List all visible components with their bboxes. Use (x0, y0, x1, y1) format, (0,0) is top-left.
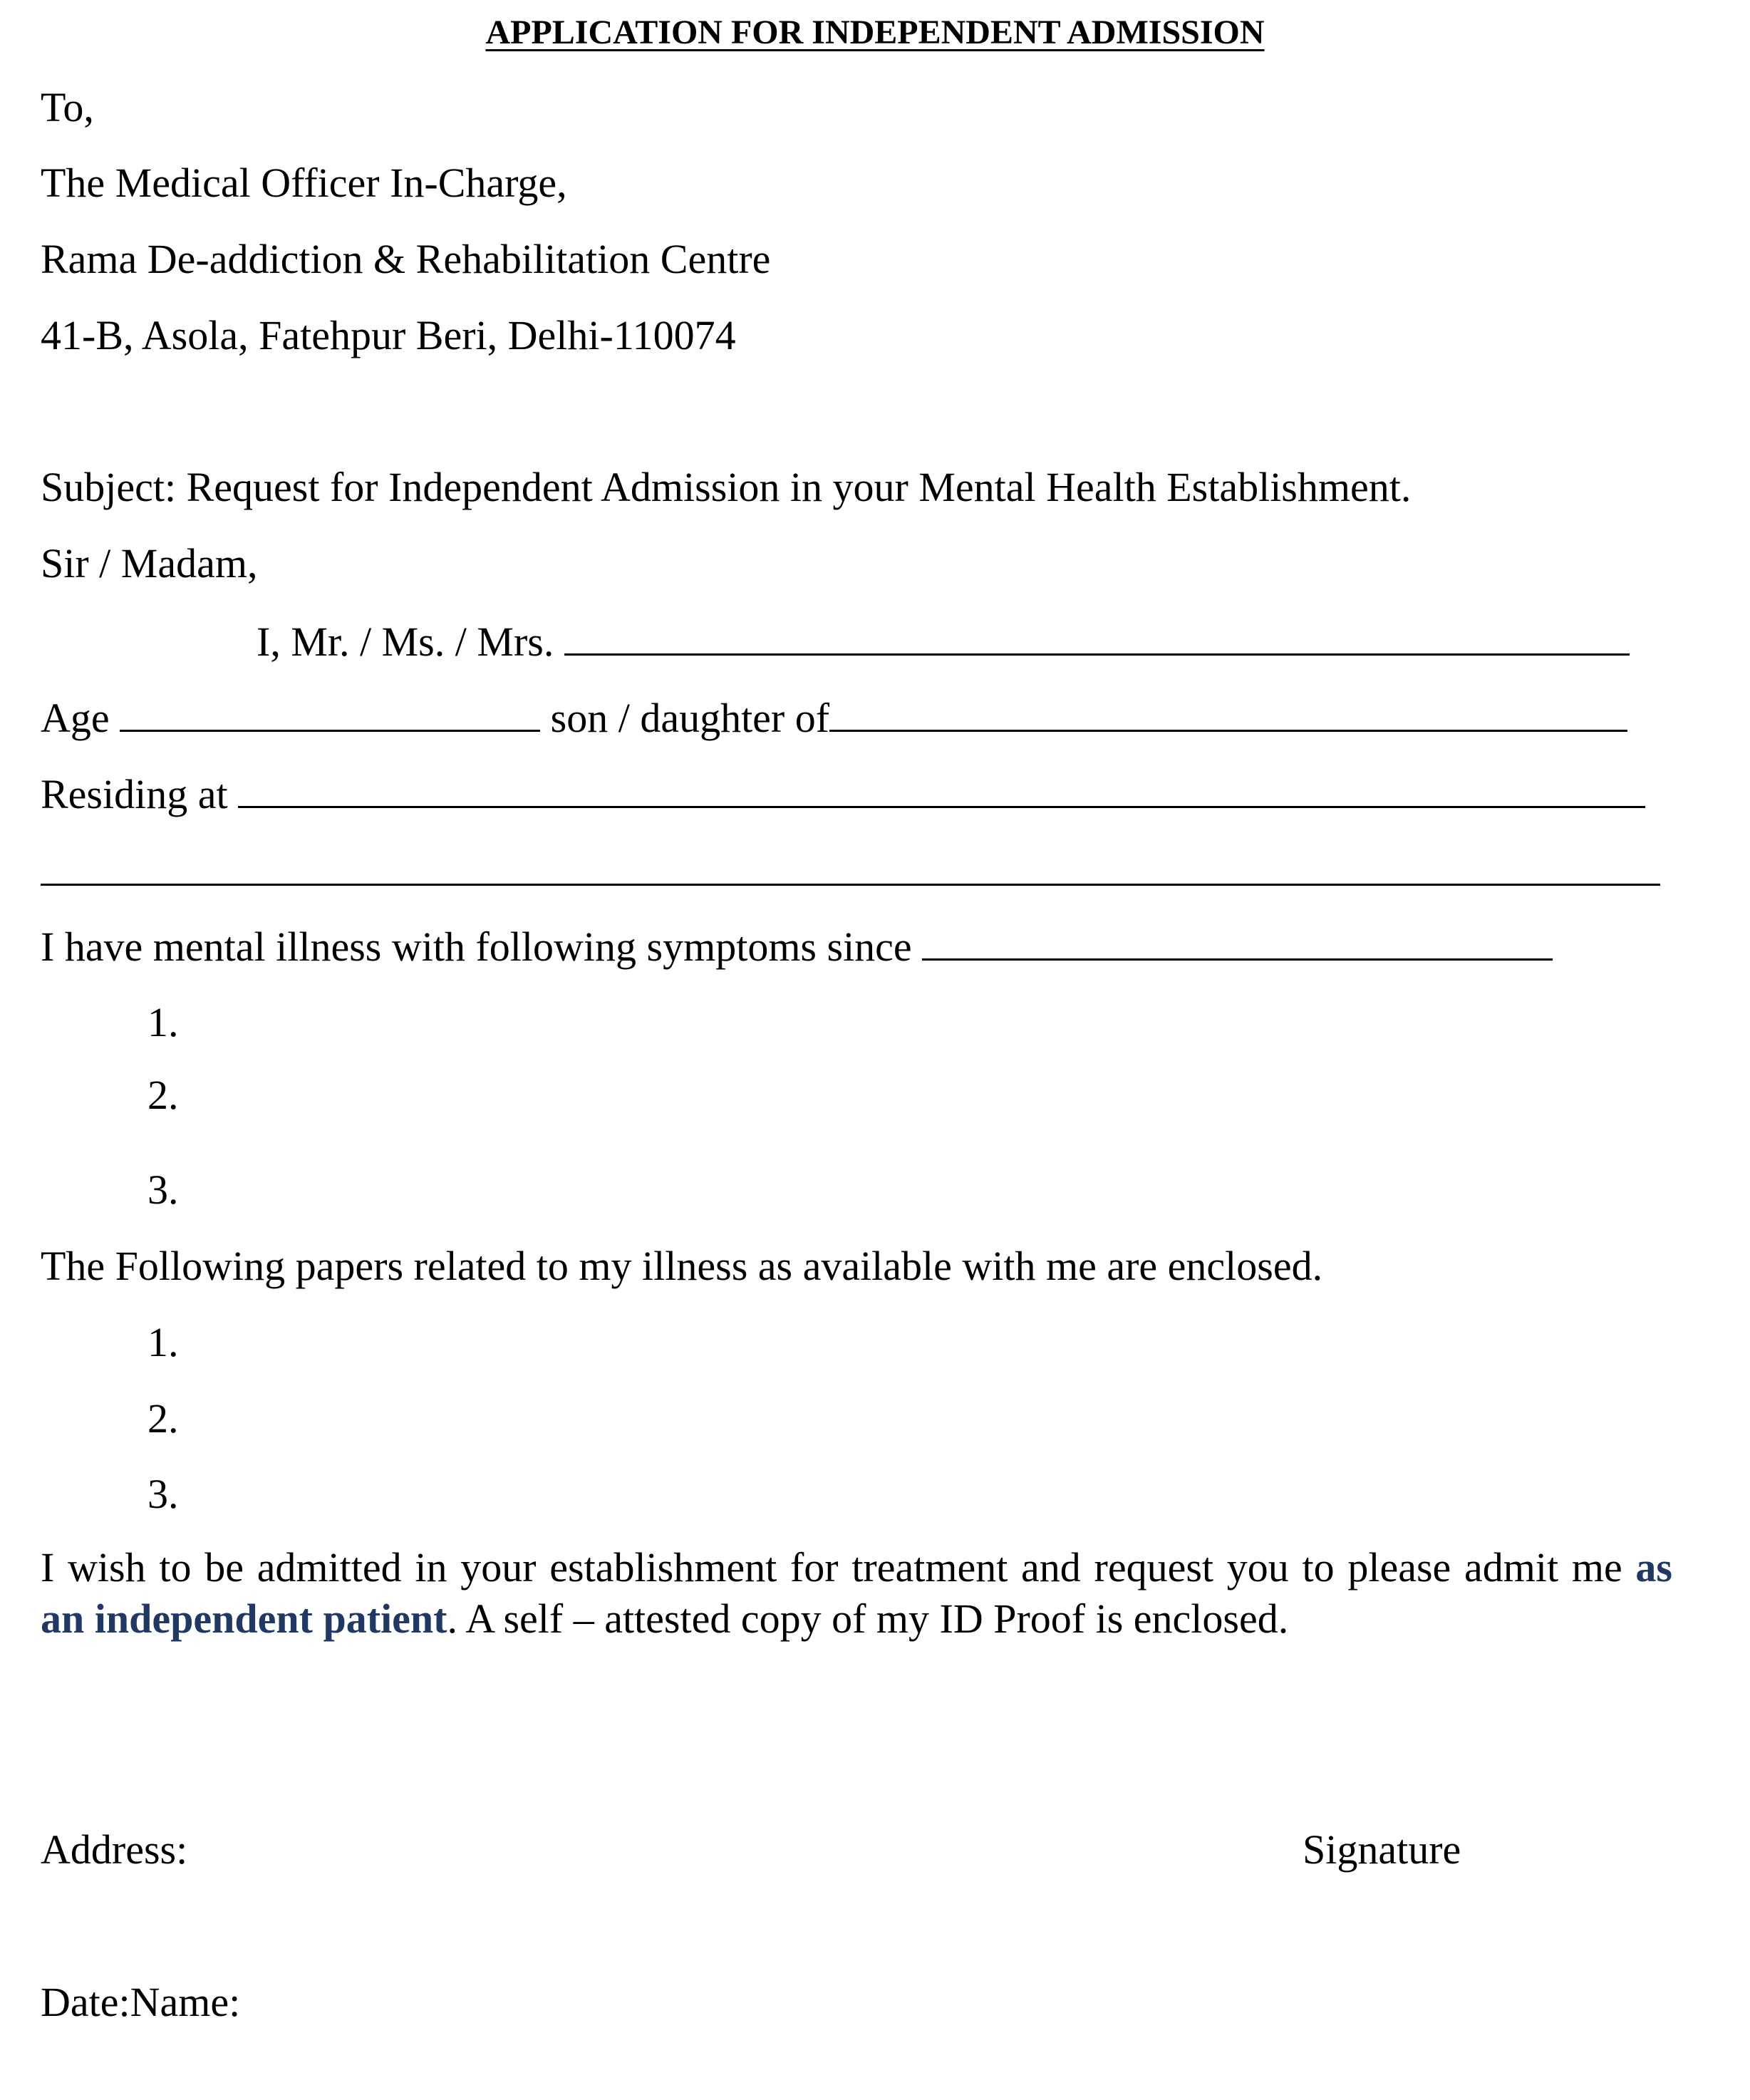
parent-label: son / daughter of (550, 695, 830, 741)
residing-blank-field[interactable] (238, 772, 1645, 808)
parent-blank-field[interactable] (829, 695, 1627, 732)
request-text-part1: I wish to be admitted in your establishment for treatment and request you to please admit me (41, 1544, 1636, 1590)
symptom-item-2: 2. (147, 1072, 179, 1118)
residing-row (41, 772, 1645, 815)
age-parent-row (41, 695, 1627, 739)
salutation: Sir / Madam, (41, 540, 258, 586)
name-label: I, Mr. / Ms. / Mrs. (257, 619, 554, 665)
date-name-label: Date:Name: (41, 1979, 241, 2025)
address-label: Address: (41, 1826, 188, 1873)
residing-label: Residing at (41, 771, 228, 817)
symptoms-since-blank-field[interactable] (922, 924, 1553, 961)
recipient-centre: Rama De-addiction & Rehabilitation Centre (41, 236, 771, 282)
age-label: Age (41, 695, 110, 741)
symptom-item-1: 1. (147, 999, 179, 1045)
symptoms-label: I have mental illness with following symptoms since (41, 924, 912, 970)
residing-blank-field-continued[interactable] (41, 884, 1660, 886)
to-line: To, (41, 84, 94, 130)
recipient-address: 41-B, Asola, Fatehpur Beri, Delhi-110074 (41, 312, 736, 358)
recipient-officer: The Medical Officer In-Charge, (41, 160, 567, 206)
paper-item-3: 3. (147, 1471, 179, 1517)
admission-request-paragraph (41, 1542, 1672, 1645)
age-blank-field[interactable] (120, 695, 540, 732)
signature-label: Signature (1303, 1826, 1461, 1873)
symptoms-row (41, 924, 1553, 968)
name-row (257, 619, 1630, 663)
name-blank-field[interactable] (564, 619, 1630, 656)
symptom-item-3: 3. (147, 1167, 179, 1213)
paper-item-2: 2. (147, 1395, 179, 1442)
request-text-part2: . A self – attested copy of my ID Proof is enclosed. (447, 1595, 1289, 1642)
request-emphasis: as an independent patient (41, 1544, 1672, 1642)
document-title: APPLICATION FOR INDEPENDENT ADMISSION (485, 14, 1265, 51)
papers-label: The Following papers related to my illness as available with me are enclosed. (41, 1243, 1323, 1289)
paper-item-1: 1. (147, 1319, 179, 1365)
subject-line: Subject: Request for Independent Admission in your Mental Health Establishment. (41, 464, 1412, 510)
